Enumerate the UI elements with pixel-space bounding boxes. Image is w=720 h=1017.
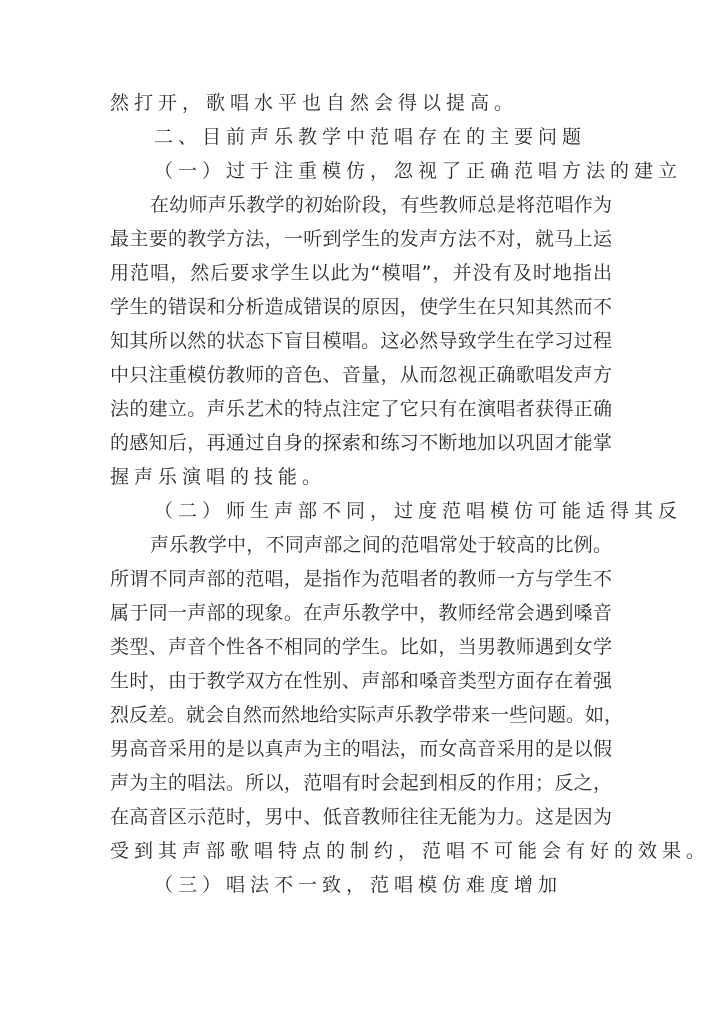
paragraph-line: 受到其声部歌唱特点的制约，范唱不可能会有好的效果。: [110, 840, 711, 862]
paragraph-line: 属于同一声部的现象。在声乐教学中，教师经常会遇到嗓音: [110, 602, 612, 624]
paragraph-line: 男高音采用的是以真声为主的唱法，而女高音采用的是以假: [110, 738, 612, 760]
section-heading: 二、目前声乐教学中范唱存在的主要问题: [154, 126, 587, 148]
paragraph-line: 法的建立。声乐艺术的特点注定了它只有在演唱者获得正确: [110, 398, 612, 420]
section-heading: （一）过于注重模仿，忽视了正确范唱方法的建立: [154, 160, 683, 182]
paragraph-line: 中只注重模仿教师的音色、音量，从而忽视正确歌唱发声方: [110, 364, 612, 386]
paragraph-line: 知其所以然的状态下盲目模唱。这必然导致学生在学习过程: [110, 330, 612, 352]
paragraph-line: 声为主的唱法。所以，范唱有时会起到相反的作用；反之，: [110, 772, 612, 794]
paragraph-line: 最主要的教学方法，一听到学生的发声方法不对，就马上运: [110, 228, 612, 250]
paragraph-line: 生时，由于教学双方在性别、声部和嗓音类型方面存在着强: [110, 670, 612, 692]
document-page: [110, 86, 711, 902]
section-heading: （二）师生声部不同，过度范唱模仿可能适得其反: [154, 500, 683, 522]
paragraph-line: 用范唱，然后要求学生以此为“模唱”，并没有及时地指出: [110, 262, 612, 284]
paragraph-line: 声乐教学中，不同声部之间的范唱常处于较高的比例。: [150, 534, 612, 556]
paragraph-line: 类型、声音个性各不相同的学生。比如，当男教师遇到女学: [110, 636, 612, 658]
paragraph-line: 握声乐演唱的技能。: [110, 466, 327, 488]
paragraph-line: 学生的错误和分析造成错误的原因，使学生在只知其然而不: [110, 296, 612, 318]
paragraph-line: 所谓不同声部的范唱，是指作为范唱者的教师一方与学生不: [110, 568, 612, 590]
section-heading: （三）唱法不一致，范唱模仿难度增加: [154, 874, 563, 896]
paragraph-line: 在幼师声乐教学的初始阶段，有些教师总是将范唱作为: [150, 194, 612, 216]
paragraph-line: 在高音区示范时，男中、低音教师往往无能为力。这是因为: [110, 806, 612, 828]
paragraph-line: 然打开，歌唱水平也自然会得以提高。: [110, 92, 519, 114]
paragraph-line: 烈反差。就会自然而然地给实际声乐教学带来一些问题。如，: [110, 704, 624, 726]
paragraph-line: 的感知后，再通过自身的探索和练习不断地加以巩固才能掌: [110, 432, 612, 454]
